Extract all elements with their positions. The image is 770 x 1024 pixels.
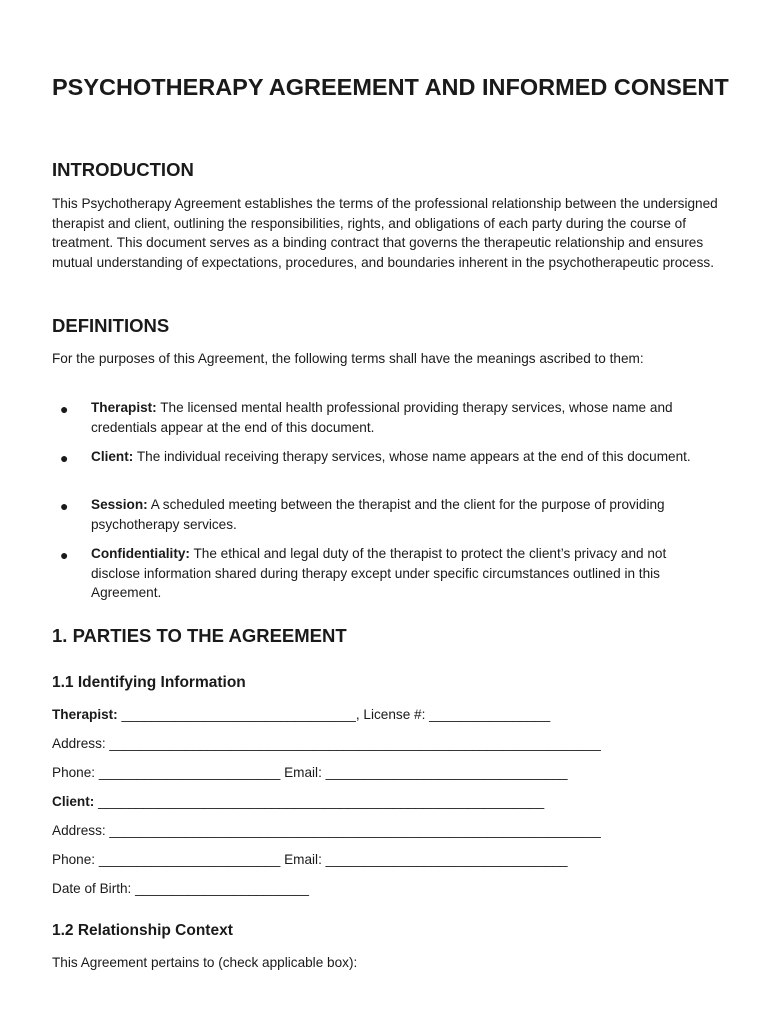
bullet-icon: ● [60,547,69,563]
introduction-heading: INTRODUCTION [52,159,194,180]
client-label: Client: [52,794,95,809]
client-field[interactable] [52,792,544,811]
introduction-text: This Psychotherapy Agreement establishes the terms of the professional relationship between the undersigned therapist and client, outlining the responsibilities, rights, and obligations of each party during the course of treatment. This document serves as a binding contract that governs the therapeutic relationship and ensures mutual understanding of expectations, procedures, and boundaries inherent in the psychotherapeutic process. [52,196,718,270]
client-phone-email-field[interactable]: Phone: ________________________ Email: ________________________________ [52,852,568,867]
definition-text: The licensed mental health professional providing therapy services, whose name and credentials appear at the end of this document. [91,400,673,435]
bullet-icon: ● [60,450,69,466]
client-blank[interactable]: ___________________________________________________________ [94,794,545,809]
definition-text: The ethical and legal duty of the therapist to protect the client’s privacy and not disclose information shared during therapy except under specific circumstances outlined in this Agreement. [91,546,667,601]
document-title: PSYCHOTHERAPY AGREEMENT AND INFORMED CONSENT [52,74,729,100]
relationship-context-heading: 1.2 Relationship Context [52,922,233,939]
therapist-phone-email-field[interactable]: Phone: ________________________ Email: ________________________________ [52,765,568,780]
therapist-field[interactable] [52,705,550,724]
parties-heading: 1. PARTIES TO THE AGREEMENT [52,625,347,646]
identifying-info-heading: 1.1 Identifying Information [52,674,246,691]
relationship-context-text: This Agreement pertains to (check applicable box): [52,955,358,970]
bullet-icon: ● [60,401,69,417]
date-of-birth-field[interactable]: Date of Birth: _______________________ [52,881,309,896]
bullet-icon: ● [60,498,69,514]
therapist-address-field[interactable]: Address: _________________________________________________________________ [52,736,601,751]
definition-term: Session: [91,497,148,512]
therapist-blank[interactable]: _______________________________, License #: ________________ [117,707,551,722]
therapist-label: Therapist: [52,707,118,722]
definition-term: Confidentiality: [91,546,190,561]
definition-text: A scheduled meeting between the therapist and the client for the purpose of providing psychotherapy services. [91,497,665,532]
definitions-heading: DEFINITIONS [52,315,170,336]
definitions-intro: For the purposes of this Agreement, the following terms shall have the meanings ascribed to them: [52,351,644,366]
client-address-field[interactable]: Address: _________________________________________________________________ [52,823,601,838]
definition-term: Therapist: [91,400,157,415]
definition-term: Client: [91,449,134,464]
definition-text: The individual receiving therapy services, whose name appears at the end of this document. [133,449,691,464]
